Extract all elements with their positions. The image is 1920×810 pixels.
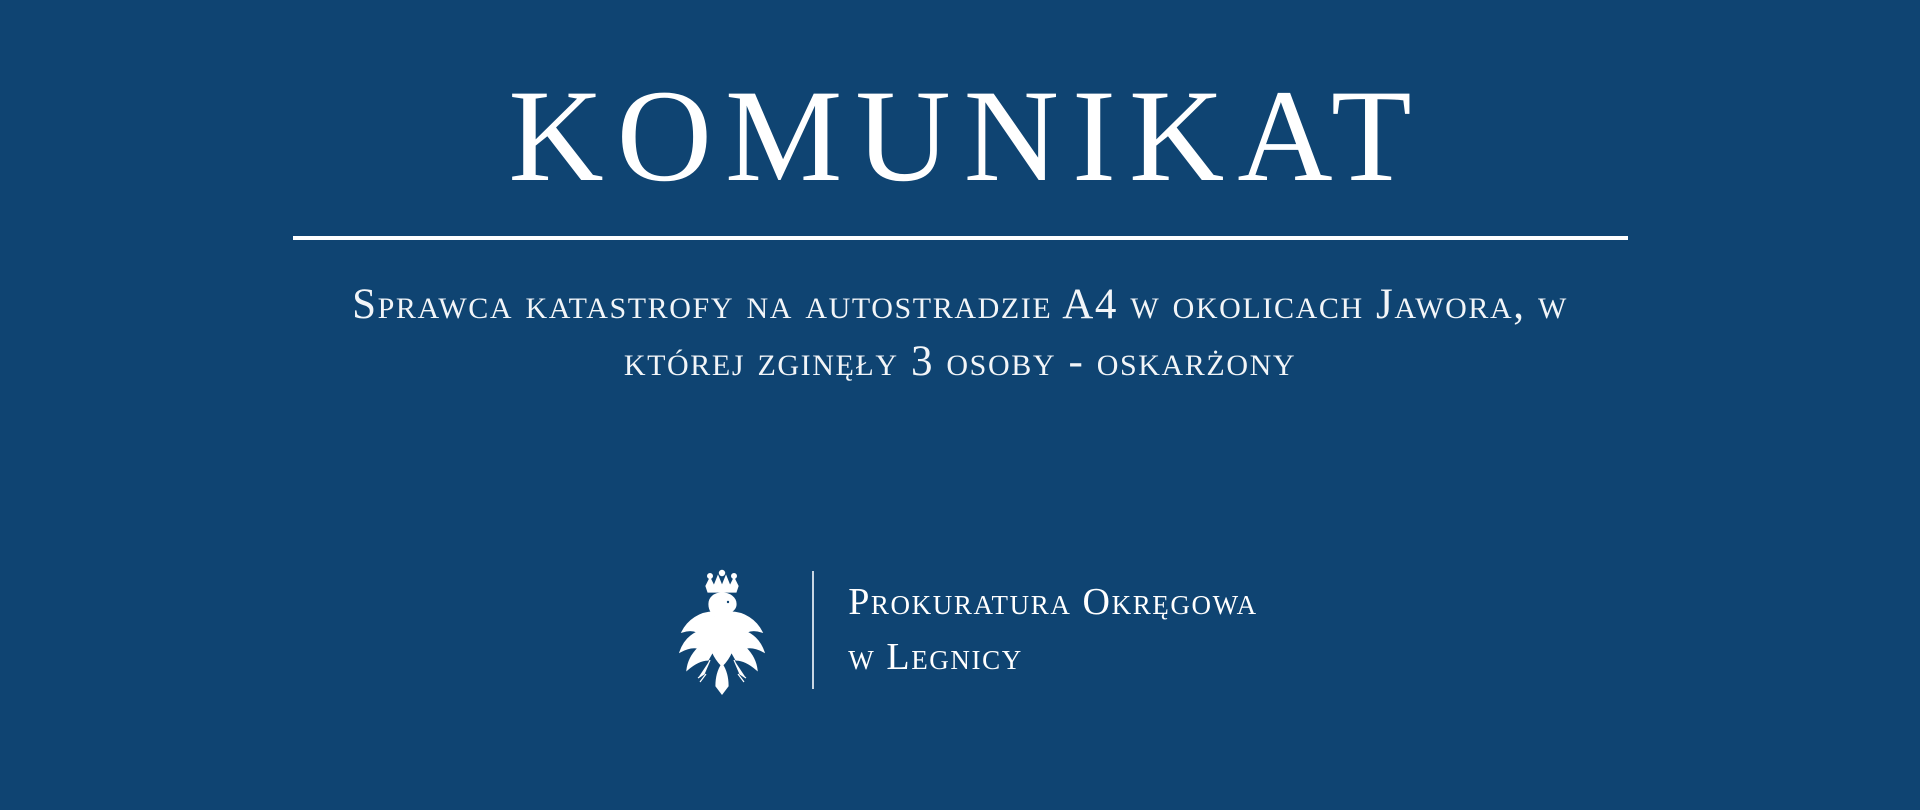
footer-identity — [0, 560, 1920, 700]
organization-name — [848, 575, 1258, 685]
polish-eagle-emblem-icon — [662, 560, 782, 700]
page-title: KOMUNIKAT — [508, 62, 1425, 209]
page-subtitle: Sprawca katastrofy na autostradzie A4 w okolicach Jawora, w której zginęły 3 osoby - oskarżony — [352, 281, 1568, 386]
organization-line-2: w Legnicy — [848, 636, 1023, 678]
footer-divider — [812, 571, 814, 689]
organization-line-1: Prokuratura Okręgowa — [848, 580, 1258, 623]
title-divider — [293, 236, 1628, 240]
